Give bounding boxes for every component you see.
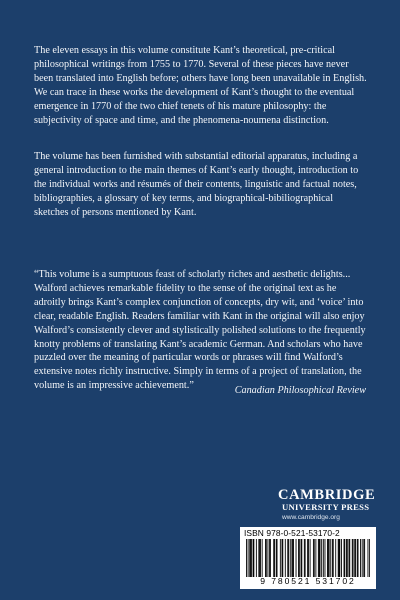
barcode-bar	[267, 539, 268, 577]
barcode-bar	[282, 539, 283, 577]
barcode-bar	[319, 539, 320, 577]
barcode-bars	[246, 539, 370, 577]
barcode-bar	[332, 539, 333, 577]
barcode-bar	[330, 539, 331, 577]
barcode-bar	[251, 539, 252, 577]
barcode-bar	[357, 539, 358, 577]
barcode-bar	[253, 539, 254, 577]
barcode-bar	[335, 539, 336, 577]
barcode-bar	[346, 539, 347, 577]
barcode-bar	[250, 539, 251, 577]
barcode-bar	[274, 539, 275, 577]
barcode-bar	[259, 539, 260, 577]
barcode-bar	[270, 539, 271, 577]
publisher-url: www.cambridge.org	[282, 514, 340, 521]
barcode-bar	[315, 539, 316, 577]
barcode-bar	[291, 539, 292, 577]
barcode-bar	[328, 539, 329, 577]
barcode-bar	[304, 539, 305, 577]
barcode-number: 9 780521 531702	[260, 576, 356, 586]
barcode-bar	[305, 539, 306, 577]
barcode-bar	[287, 539, 288, 577]
barcode-bar	[344, 539, 345, 577]
barcode-bar	[301, 539, 302, 577]
barcode-bar	[269, 539, 270, 577]
paragraph-text: The eleven essays in this volume constitute Kant’s theoretical, pre-critical philosophical writings from 1755 to 1770. Several of these pieces have never been translated into English before; others have long been unavailable in English. We can trace in these works the development of Kant’s thought to the eventual emergence in 1770 of the two chief tenets of his mature philosophy: the subjectivity of space and time, and the phenomena-noumena distinction.	[34, 45, 367, 126]
barcode-bar	[320, 539, 321, 577]
barcode-bar	[318, 539, 319, 577]
barcode-bar	[333, 539, 334, 577]
barcode-bar	[354, 539, 355, 577]
barcode-bar	[280, 539, 281, 577]
barcode-bar	[282, 539, 283, 577]
barcode-bar	[352, 539, 353, 577]
barcode-bar	[314, 539, 315, 577]
barcode-bar	[265, 539, 266, 577]
barcode-bar	[258, 539, 259, 577]
description-paragraph-1	[34, 44, 370, 127]
barcode-bar	[368, 539, 369, 577]
barcode-bar	[307, 539, 308, 577]
publisher-name: CAMBRIDGE	[278, 487, 376, 503]
barcode-bar	[362, 539, 363, 577]
barcode-bar	[298, 539, 299, 577]
barcode-bar	[296, 539, 297, 577]
barcode-bar	[260, 539, 261, 577]
barcode-bar	[363, 539, 364, 577]
review-attribution: Canadian Philosophical Review	[234, 385, 366, 396]
barcode-bar	[290, 539, 291, 577]
barcode-bar	[256, 539, 257, 577]
barcode-bar	[349, 539, 350, 577]
barcode-bar	[249, 539, 250, 577]
barcode-bar	[276, 539, 277, 577]
barcode-bar	[308, 539, 309, 577]
barcode-bar	[327, 539, 328, 577]
barcode-bar	[262, 539, 263, 577]
barcode-bar	[301, 539, 302, 577]
barcode-bar	[299, 539, 300, 577]
publisher-logo	[278, 488, 378, 522]
barcode-bar	[310, 539, 311, 577]
barcode-bar	[313, 539, 314, 577]
barcode-bar	[266, 539, 267, 577]
review-quote	[34, 268, 370, 393]
barcode-bar	[285, 539, 286, 577]
quote-text: “This volume is a sumptuous feast of scholarly riches and aesthetic delights... Walford achieves remarkable fidelity to the sense of the original text as he adroitly brings Kant’s complex conjunction of concepts, dry wit, and ‘voice’ into clear, readable English. Readers familiar with Kant in the original will also enjoy Walford’s consistently clever and stylistically polished solutions to the frequently knotty problems of translating Kant’s academic German. And scholars who have puzzled over the meaning of particular words or phrases will find Walford’s extensive notes richly instructive. Simply in terms of a project of translation, the volume is an impressive achievement.”	[34, 269, 366, 392]
barcode-bar	[273, 539, 274, 577]
barcode-bar	[355, 539, 356, 577]
barcode-bar	[338, 539, 339, 577]
barcode-bar	[288, 539, 289, 577]
barcode-bar	[360, 539, 361, 577]
barcode-bar	[293, 539, 294, 577]
barcode-bar	[339, 539, 340, 577]
barcode-bar	[329, 539, 330, 577]
barcode-bar	[347, 539, 348, 577]
publisher-press: UNIVERSITY PRESS	[282, 502, 370, 512]
barcode-bar	[323, 539, 324, 577]
barcode-bar	[248, 539, 249, 577]
barcode-bar	[277, 539, 278, 577]
barcode-bar	[321, 539, 322, 577]
barcode-bar	[353, 539, 354, 577]
isbn-label: ISBN 978-0-521-53170-2	[244, 528, 340, 538]
barcode-bar	[292, 539, 293, 577]
description-paragraph-2	[34, 150, 370, 220]
barcode-panel	[240, 527, 376, 589]
barcode-bar	[344, 539, 345, 577]
barcode-bar	[253, 539, 254, 577]
paragraph-text: The volume has been furnished with substantial editorial apparatus, including a general introduction to the main themes of Kant’s early thought, introduction to the individual works and résumés of their contents, linguistic and factual notes, bibliographies, a glossary of key terms, and biographical-bibiliographical sketches of persons mentioned by Kant.	[34, 151, 359, 218]
barcode-bar	[349, 539, 350, 577]
barcode-bar	[364, 539, 365, 577]
barcode-bar	[325, 539, 326, 577]
barcode-bar	[358, 539, 359, 577]
barcode-bar	[339, 539, 340, 577]
barcode-bar	[341, 539, 342, 577]
barcode-bar	[369, 539, 370, 577]
barcode-bar	[246, 539, 247, 577]
